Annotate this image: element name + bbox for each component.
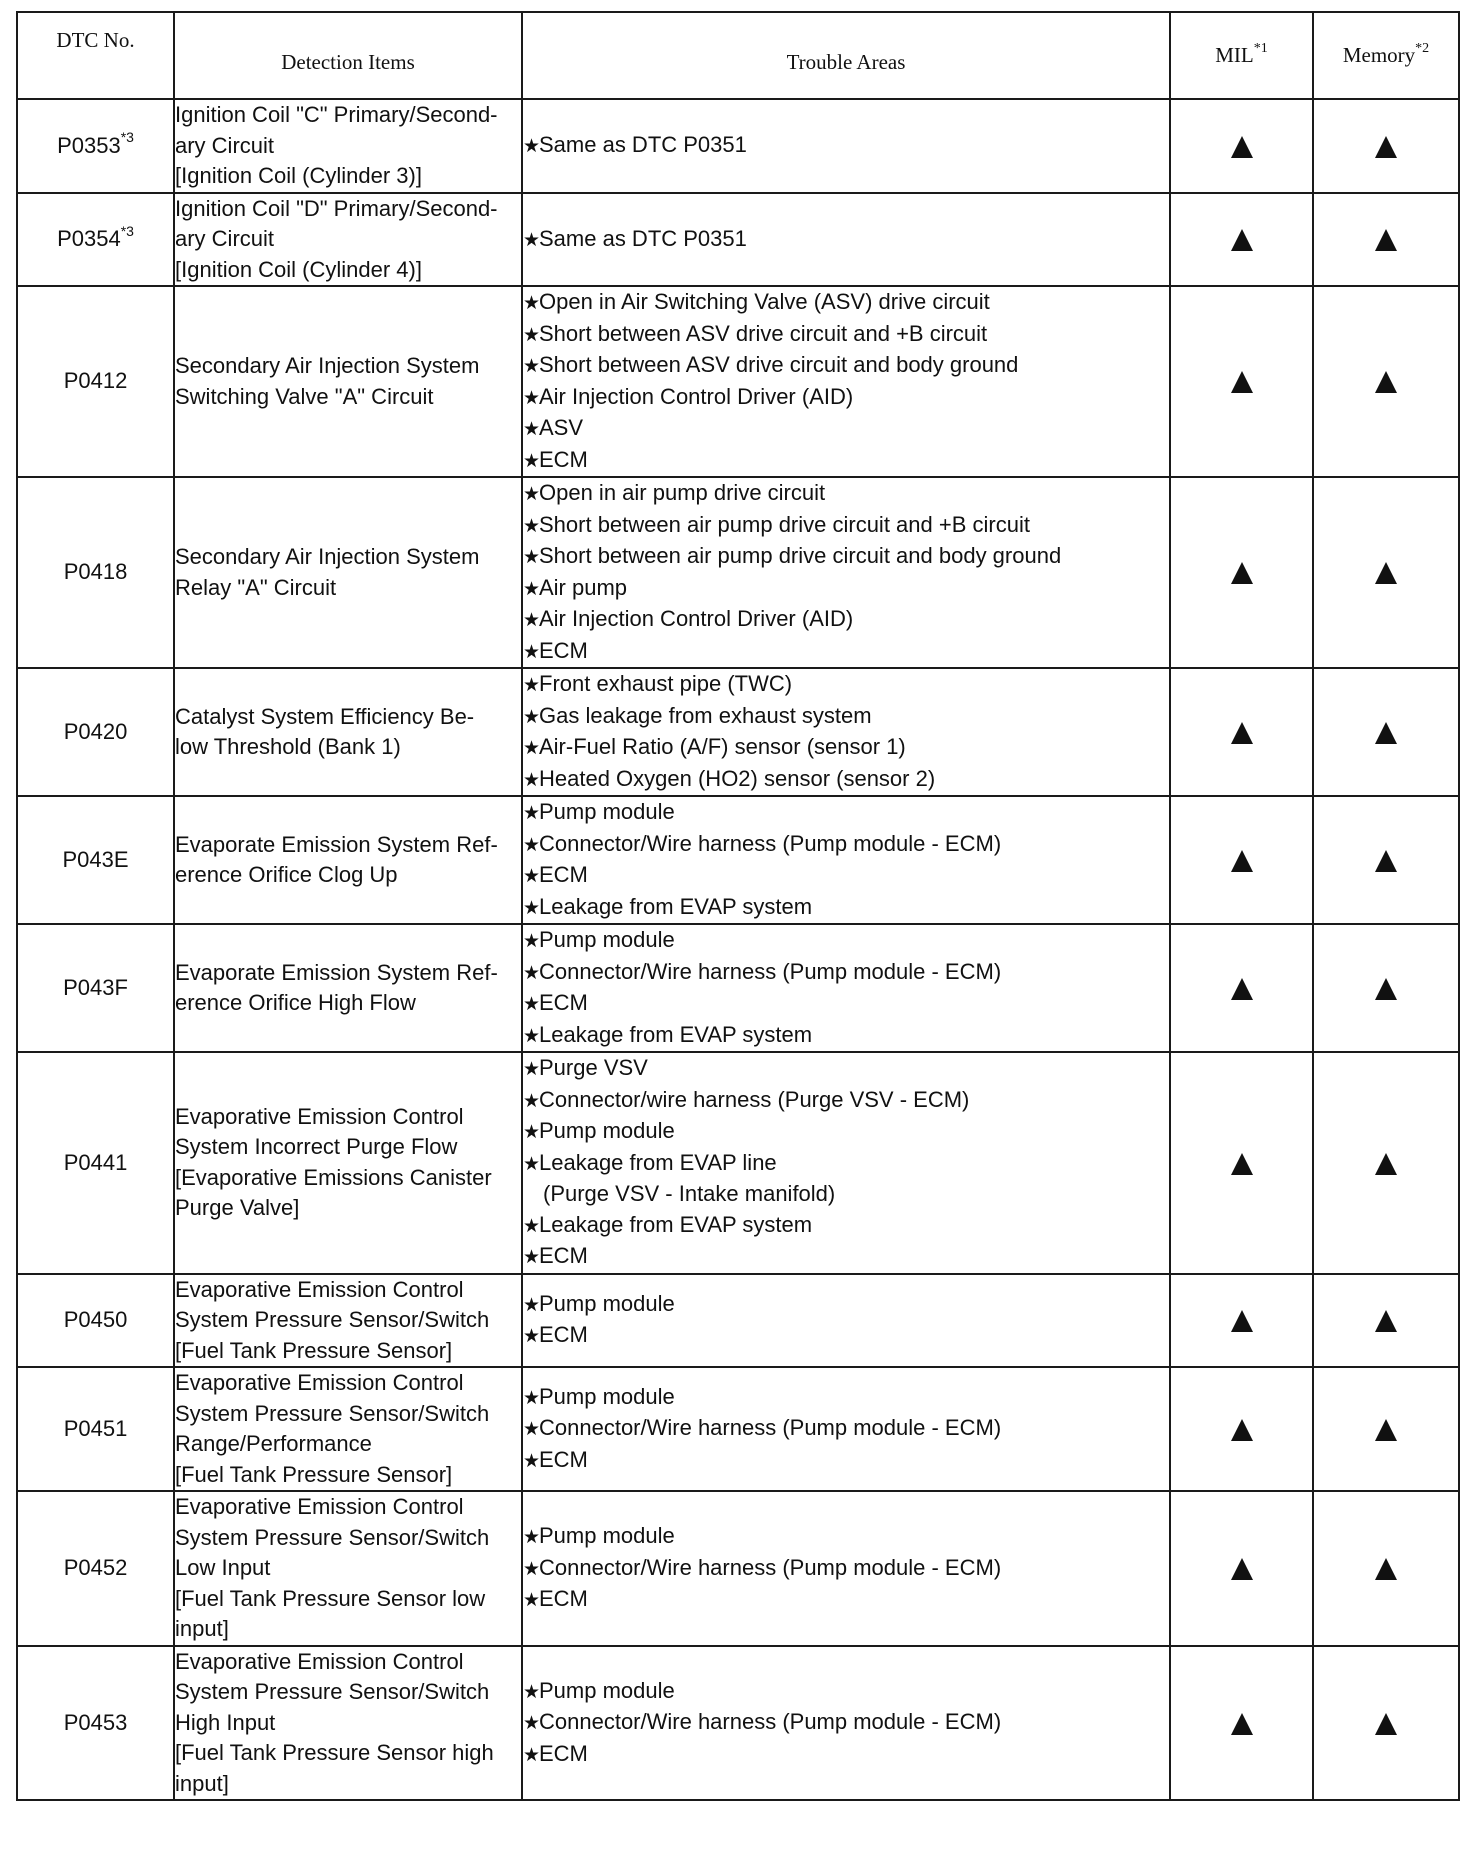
star-bullet-icon: ★ [523,640,539,663]
star-bullet-icon: ★ [523,1058,539,1080]
trouble-area-item [523,860,1169,892]
star-bullet-icon: ★ [523,323,539,346]
star-bullet-icon: ★ [523,674,539,696]
mil-triangle-icon [1231,1419,1253,1441]
detection-item-line: [Fuel Tank Pressure Sensor high [175,1740,494,1765]
dtc-code-cell [17,924,174,1052]
detection-item-line: input] [175,1616,229,1641]
trouble-area-item [523,1289,1169,1321]
mil-cell [1170,668,1313,796]
detection-item-cell [174,668,522,796]
mil-cell [1170,99,1313,193]
trouble-area-item [523,892,1169,924]
detection-item-line: low Threshold (Bank 1) [175,734,401,759]
trouble-area-item [523,319,1169,351]
table-row [17,796,1459,924]
trouble-area-cell [522,668,1170,796]
memory-cell [1313,668,1459,796]
trouble-area-item [523,988,1169,1020]
star-bullet-icon: ★ [523,514,539,537]
trouble-area-text: Same as DTC P0351 [539,132,747,157]
detection-item-line: Purge Valve] [175,1195,300,1221]
star-bullet-icon: ★ [523,930,539,952]
star-bullet-icon: ★ [523,1386,539,1409]
trouble-area-item [523,1053,1169,1085]
detection-item-line: Switching Valve "A" Circuit [175,383,434,409]
trouble-area-text: Open in Air Switching Valve (ASV) drive circuit [539,289,990,314]
memory-triangle-icon [1375,229,1397,251]
trouble-area-text: Connector/Wire harness (Pump module - ECM) [539,1415,1002,1441]
trouble-area-item [523,413,1169,445]
header-mil-label: MIL [1215,43,1254,68]
trouble-area-text: ECM [539,446,588,472]
star-bullet-icon: ★ [523,1293,539,1316]
star-bullet-icon: ★ [523,865,539,887]
star-bullet-icon: ★ [523,1152,539,1175]
header-mil [1170,12,1313,99]
detection-item-line: Low Input [175,1555,271,1580]
trouble-area-text: ECM [539,1586,588,1611]
trouble-area-text: Air-Fuel Ratio (A/F) sensor (sensor 1) [539,734,906,759]
detection-item-line: erence Orifice High Flow [175,990,416,1015]
memory-triangle-icon [1375,1713,1397,1735]
mil-cell [1170,477,1313,668]
detection-item-line: System Pressure Sensor/Switch [175,1307,490,1332]
trouble-area-text: Gas leakage from exhaust system [539,702,872,728]
mil-cell [1170,1491,1313,1646]
star-bullet-icon: ★ [523,896,539,919]
detection-item-line: System Pressure Sensor/Switch [175,1400,490,1426]
trouble-area-item [523,636,1169,668]
detection-item-line: Evaporate Emission System Ref- [175,959,498,985]
trouble-area-cell [522,193,1170,287]
star-bullet-icon: ★ [523,418,539,440]
trouble-area-cell [522,286,1170,477]
trouble-area-text: ASV [539,415,584,440]
header-row [17,12,1459,99]
trouble-area-text: Short between air pump drive circuit and +B circuit [539,511,1030,537]
trouble-area-text: Pump module [539,799,675,824]
trouble-area-item [523,1739,1169,1771]
star-bullet-icon: ★ [523,546,539,568]
trouble-area-item [523,764,1169,796]
trouble-area-text: Leakage from EVAP system [539,1021,813,1047]
dtc-code: P0354 [57,226,121,251]
memory-triangle-icon [1375,1558,1397,1580]
trouble-area-text: ECM [539,990,588,1015]
memory-cell [1313,99,1459,193]
star-bullet-icon: ★ [523,1589,539,1611]
dtc-code-cell [17,286,174,477]
trouble-area-item [523,1382,1169,1414]
detection-item-line: Evaporative Emission Control [175,1494,464,1519]
detection-item-line: ary Circuit [175,226,275,251]
memory-cell [1313,477,1459,668]
detection-item-line: High Input [175,1709,276,1735]
trouble-area-item [523,829,1169,861]
dtc-code-cell [17,477,174,668]
detection-item-cell [174,477,522,668]
detection-item-cell [174,1052,522,1274]
trouble-area-item [523,382,1169,414]
mil-cell [1170,796,1313,924]
star-bullet-icon: ★ [523,802,539,824]
trouble-area-cell [522,796,1170,924]
detection-item-line: Evaporative Emission Control [175,1370,464,1395]
dtc-code: P0452 [63,1555,128,1580]
trouble-area-item [523,1707,1169,1739]
mil-triangle-icon [1231,978,1253,1000]
dtc-code: P0353 [57,132,121,158]
trouble-area-item [523,604,1169,636]
dtc-code: P0420 [63,718,128,744]
trouble-area-item [523,1020,1169,1052]
star-bullet-icon: ★ [523,1089,539,1112]
star-bullet-icon: ★ [523,609,539,631]
memory-triangle-icon [1375,978,1397,1000]
dtc-code: P043E [62,846,129,872]
trouble-area-item [523,701,1169,733]
trouble-area-text: Open in air pump drive circuit [539,480,826,505]
detection-item-line: Secondary Air Injection System [175,353,480,378]
star-bullet-icon: ★ [523,355,539,377]
detection-item-cell [174,1367,522,1491]
star-bullet-icon: ★ [523,993,539,1015]
trouble-area-text: Same as DTC P0351 [539,225,747,251]
trouble-area-item [523,1521,1169,1553]
dtc-footnote: *3 [120,129,134,146]
detection-item-cell [174,924,522,1052]
table-row [17,286,1459,477]
detection-item-cell [174,193,522,287]
trouble-area-item [523,541,1169,573]
detection-item-line: Evaporative Emission Control [175,1103,464,1129]
trouble-area-cell [522,1367,1170,1491]
detection-item-cell [174,1646,522,1801]
trouble-area-text: Pump module [539,1118,675,1143]
trouble-area-text: ECM [539,862,588,887]
trouble-area-text: Short between ASV drive circuit and body ground [539,352,1019,377]
detection-item-line: Ignition Coil "D" Primary/Second- [175,195,498,221]
trouble-area-text: Heated Oxygen (HO2) sensor (sensor 2) [539,765,936,791]
detection-item-line: [Fuel Tank Pressure Sensor low [175,1585,486,1611]
trouble-area-text: Air Injection Control Driver (AID) [539,383,854,409]
trouble-area-item [523,287,1169,319]
dtc-code-cell [17,1052,174,1274]
table-row [17,1646,1459,1801]
memory-cell [1313,1274,1459,1368]
dtc-code: P0441 [63,1149,128,1175]
memory-triangle-icon [1375,1310,1397,1332]
dtc-code: P043F [63,974,128,1000]
mil-cell [1170,1052,1313,1274]
header-memory-label: Memory [1342,43,1416,68]
trouble-area-text: Pump module [539,1383,675,1409]
mil-triangle-icon [1231,850,1253,872]
mil-triangle-icon [1231,371,1253,393]
star-bullet-icon: ★ [523,833,539,856]
mil-triangle-icon [1231,1153,1253,1175]
trouble-area-text: Connector/Wire harness (Pump module - ECM) [539,958,1002,984]
header-trouble-areas-label: Trouble Areas [786,50,906,75]
detection-item-line: Evaporative Emission Control [175,1648,464,1674]
header-dtc-no-label: DTC No. [56,28,135,52]
trouble-area-item [523,669,1169,701]
star-bullet-icon: ★ [523,1743,539,1766]
mil-cell [1170,924,1313,1052]
header-dtc-no [17,12,174,99]
memory-triangle-icon [1375,722,1397,744]
detection-item-line: [Fuel Tank Pressure Sensor] [175,1461,453,1487]
star-bullet-icon: ★ [523,961,539,984]
detection-item-line: [Evaporative Emissions Canister [175,1164,492,1190]
detection-item-cell [174,796,522,924]
memory-cell [1313,1646,1459,1801]
star-bullet-icon: ★ [523,483,539,505]
header-mil-footnote: *1 [1253,41,1268,57]
trouble-area-cell [522,1052,1170,1274]
trouble-area-item [523,1241,1169,1273]
trouble-area-item [523,1676,1169,1708]
trouble-area-item [523,1210,1169,1242]
detection-item-cell [174,1274,522,1368]
trouble-area-item [523,1445,1169,1477]
dtc-code-cell [17,193,174,287]
trouble-area-text: Pump module [539,1290,675,1316]
detection-item-cell [174,99,522,193]
table-row [17,1367,1459,1491]
trouble-area-cell [522,477,1170,668]
star-bullet-icon: ★ [523,135,539,157]
mil-triangle-icon [1231,722,1253,744]
trouble-area-item [523,1413,1169,1445]
dtc-code: P0451 [63,1415,128,1441]
mil-triangle-icon [1231,1713,1253,1735]
star-bullet-icon: ★ [523,1214,539,1237]
table-row [17,1274,1459,1368]
star-bullet-icon: ★ [523,737,539,759]
trouble-area-item [523,510,1169,542]
table-row [17,477,1459,668]
header-detection-items-label: Detection Items [281,50,415,75]
trouble-area-item [523,573,1169,605]
detection-item-line: ary Circuit [175,132,275,158]
trouble-area-cell [522,924,1170,1052]
detection-item-line: [Ignition Coil (Cylinder 3)] [175,163,422,188]
memory-cell [1313,1367,1459,1491]
trouble-area-text: Connector/Wire harness (Pump module - ECM) [539,1709,1002,1734]
trouble-area-text: Air Injection Control Driver (AID) [539,606,854,631]
dtc-code-cell [17,1646,174,1801]
dtc-code: P0412 [63,368,128,394]
trouble-area-text: Pump module [539,1523,675,1548]
trouble-area-text: Connector/wire harness (Purge VSV - ECM) [539,1086,970,1112]
memory-cell [1313,796,1459,924]
detection-item-line: Ignition Coil "C" Primary/Second- [175,102,498,127]
detection-item-line: [Fuel Tank Pressure Sensor] [175,1337,453,1363]
star-bullet-icon: ★ [523,386,539,409]
header-memory-footnote: *2 [1415,41,1430,57]
dtc-code: P0418 [63,559,128,585]
dtc-code-cell [17,796,174,924]
trouble-area-text: ECM [539,1740,588,1766]
star-bullet-icon: ★ [523,449,539,472]
trouble-area-text: Connector/Wire harness (Pump module - ECM) [539,830,1002,856]
trouble-area-item [523,1179,1169,1210]
header-detection-items [174,12,522,99]
detection-item-line: System Incorrect Purge Flow [175,1134,458,1160]
trouble-area-text: ECM [539,1446,588,1472]
table-row [17,668,1459,796]
trouble-area-text: Leakage from EVAP line [539,1149,777,1175]
detection-item-line: Relay "A" Circuit [175,574,337,600]
memory-cell [1313,1491,1459,1646]
mil-cell [1170,1274,1313,1368]
trouble-area-cell [522,1491,1170,1646]
memory-cell [1313,924,1459,1052]
trouble-area-item [523,957,1169,989]
detection-item-line: System Pressure Sensor/Switch [175,1524,490,1550]
trouble-area-text: Air pump [539,574,628,600]
detection-item-line: Secondary Air Injection System [175,544,480,569]
star-bullet-icon: ★ [523,1526,539,1548]
star-bullet-icon: ★ [523,1449,539,1472]
detection-item-line: input] [175,1770,229,1796]
star-bullet-icon: ★ [523,1024,539,1047]
dtc-footnote: *3 [120,222,134,239]
trouble-area-item [523,1085,1169,1117]
mil-cell [1170,193,1313,287]
trouble-area-item [523,350,1169,382]
detection-item-cell [174,1491,522,1646]
trouble-area-text: Front exhaust pipe (TWC) [539,671,793,696]
table-row [17,193,1459,287]
table-header [17,12,1459,99]
star-bullet-icon: ★ [523,705,539,728]
memory-cell [1313,286,1459,477]
trouble-area-text: Short between air pump drive circuit and body ground [539,543,1062,568]
memory-cell [1313,193,1459,287]
trouble-area-text: Leakage from EVAP system [539,893,813,919]
star-bullet-icon: ★ [523,1325,539,1348]
trouble-area-text: ECM [539,637,588,663]
mil-triangle-icon [1231,136,1253,158]
memory-triangle-icon [1375,562,1397,584]
mil-triangle-icon [1231,1310,1253,1332]
detection-item-cell [174,286,522,477]
trouble-area-text: Connector/Wire harness (Pump module - ECM) [539,1554,1002,1580]
memory-triangle-icon [1375,850,1397,872]
dtc-code-cell [17,99,174,193]
detection-item-line: erence Orifice Clog Up [175,862,398,887]
trouble-area-text: (Purge VSV - Intake manifold) [543,1181,836,1206]
memory-cell [1313,1052,1459,1274]
dtc-table [16,11,1460,1801]
detection-item-line: System Pressure Sensor/Switch [175,1679,490,1704]
dtc-code-cell [17,1367,174,1491]
star-bullet-icon: ★ [523,1418,539,1441]
header-memory [1313,12,1459,99]
dtc-code-cell [17,1491,174,1646]
trouble-area-item [523,1584,1169,1616]
table-row [17,99,1459,193]
mil-triangle-icon [1231,229,1253,251]
star-bullet-icon: ★ [523,1121,539,1143]
star-bullet-icon: ★ [523,1680,539,1703]
star-bullet-icon: ★ [523,1712,539,1734]
memory-triangle-icon [1375,1419,1397,1441]
dtc-code-cell [17,1274,174,1368]
detection-item-line: Evaporate Emission System Ref- [175,831,498,857]
dtc-code-cell [17,668,174,796]
trouble-area-item [523,1148,1169,1180]
star-bullet-icon: ★ [523,1557,539,1580]
trouble-area-item [523,224,1169,256]
dtc-code: P0450 [63,1307,128,1332]
mil-triangle-icon [1231,1558,1253,1580]
trouble-area-text: Short between ASV drive circuit and +B circuit [539,320,988,346]
star-bullet-icon: ★ [523,228,539,251]
star-bullet-icon: ★ [523,292,539,314]
mil-cell [1170,1367,1313,1491]
mil-cell [1170,286,1313,477]
trouble-area-item [523,1553,1169,1585]
trouble-area-text: Pump module [539,1677,675,1703]
header-trouble-areas [522,12,1170,99]
trouble-area-item [523,925,1169,957]
dtc-code: P0453 [63,1709,128,1735]
trouble-area-text: Pump module [539,927,675,952]
detection-item-line: [Ignition Coil (Cylinder 4)] [175,256,422,282]
memory-triangle-icon [1375,1153,1397,1175]
mil-cell [1170,1646,1313,1801]
trouble-area-text: ECM [539,1322,588,1348]
trouble-area-item [523,732,1169,764]
mil-triangle-icon [1231,562,1253,584]
detection-item-line: Range/Performance [175,1431,372,1456]
star-bullet-icon: ★ [523,1246,539,1268]
trouble-area-text: Purge VSV [539,1055,648,1080]
trouble-area-item [523,797,1169,829]
detection-item-line: Evaporative Emission Control [175,1276,464,1302]
detection-item-line: Catalyst System Efficiency Be- [175,703,475,729]
trouble-area-text: Leakage from EVAP system [539,1211,813,1237]
trouble-area-text: ECM [539,1243,588,1268]
trouble-area-item [523,130,1169,162]
trouble-area-item [523,445,1169,477]
trouble-area-item [523,1320,1169,1352]
star-bullet-icon: ★ [523,577,539,600]
table-body [17,99,1459,1800]
memory-triangle-icon [1375,136,1397,158]
table-row [17,1491,1459,1646]
table-row [17,1052,1459,1274]
star-bullet-icon: ★ [523,768,539,791]
trouble-area-cell [522,1646,1170,1801]
memory-triangle-icon [1375,371,1397,393]
trouble-area-cell [522,1274,1170,1368]
trouble-area-item [523,1116,1169,1148]
table-row [17,924,1459,1052]
trouble-area-cell [522,99,1170,193]
trouble-area-item [523,478,1169,510]
